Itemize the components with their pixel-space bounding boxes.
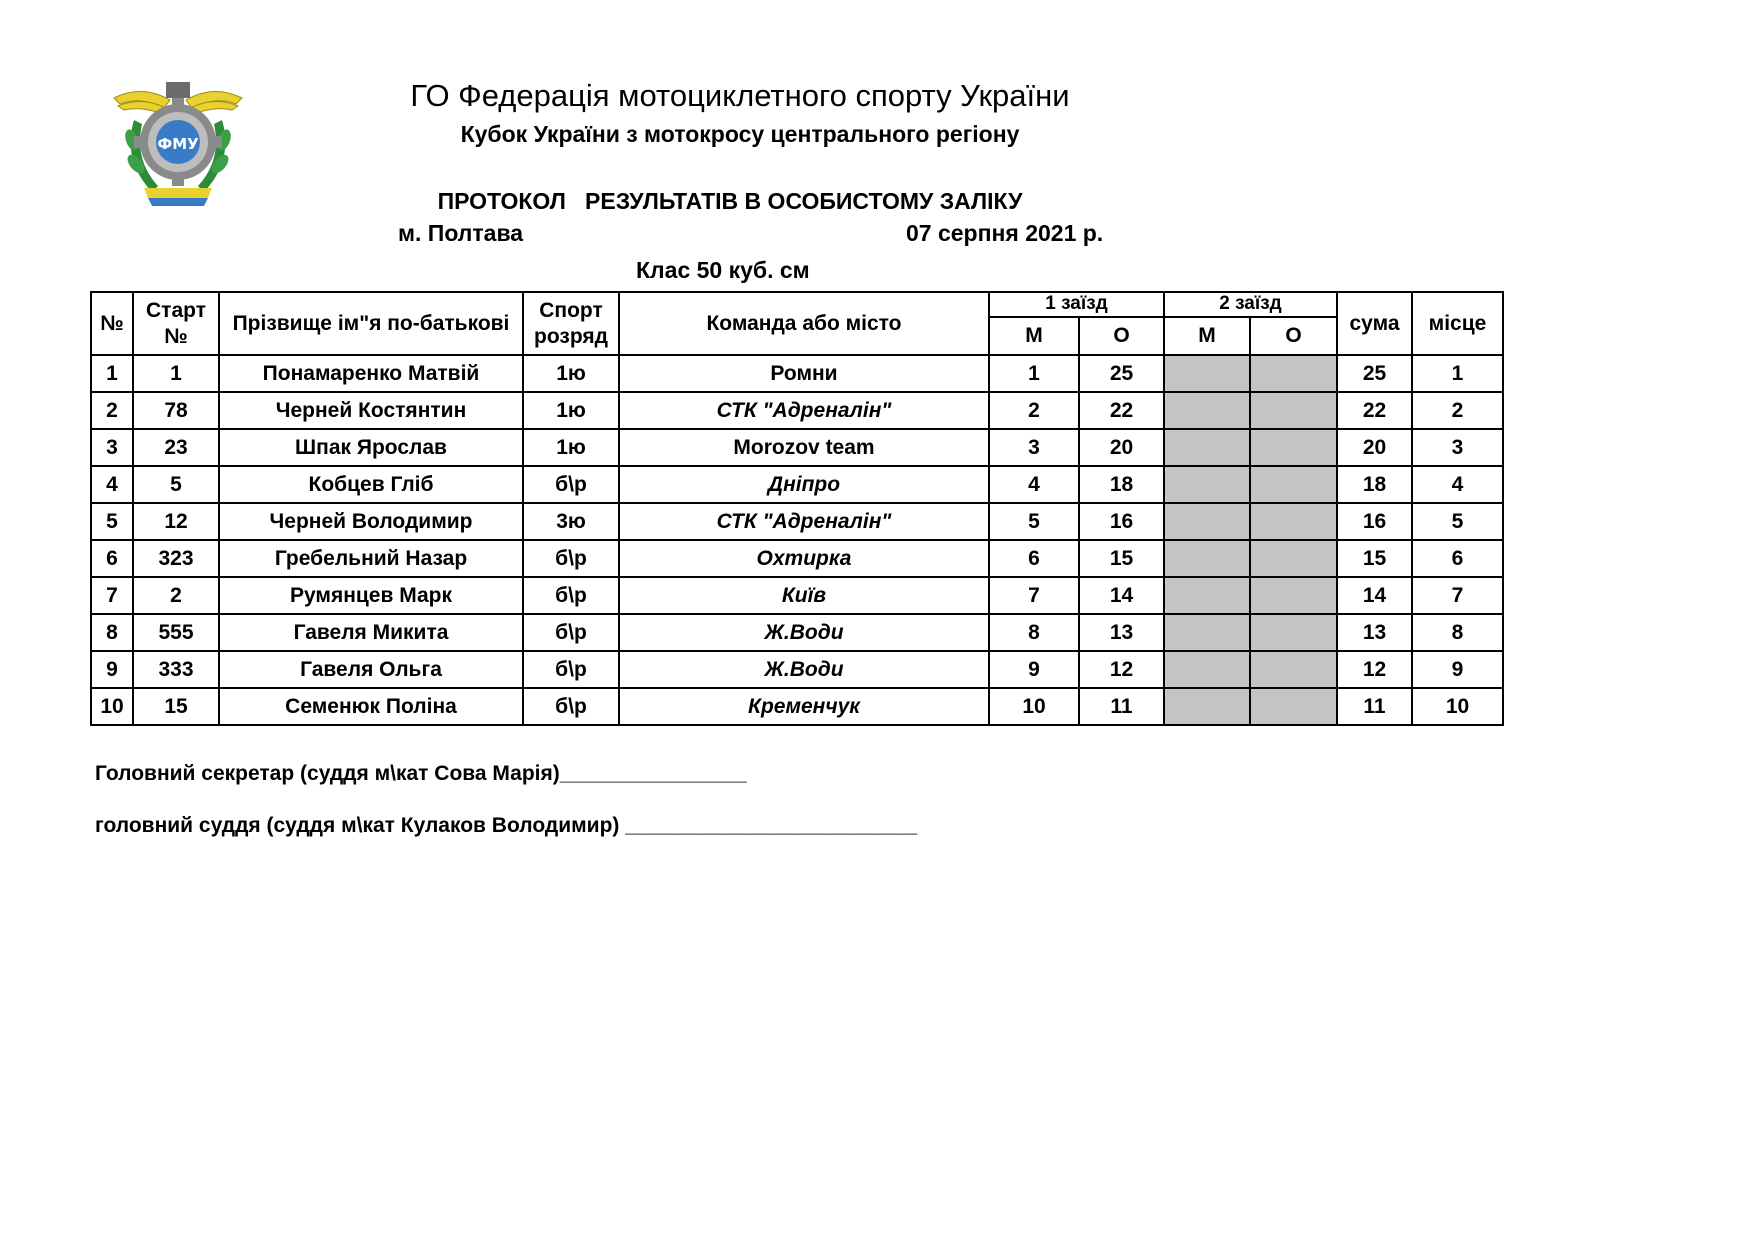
race2-points	[1250, 392, 1337, 429]
total-sum: 13	[1337, 614, 1412, 651]
svg-text:ФМУ: ФМУ	[157, 135, 199, 153]
race2-points	[1250, 429, 1337, 466]
start-number: 78	[133, 392, 219, 429]
team-city: Кременчук	[619, 688, 989, 725]
race2-place	[1164, 540, 1250, 577]
race1-place: 7	[989, 577, 1079, 614]
race1-place: 8	[989, 614, 1079, 651]
rider-name: Шпак Ярослав	[219, 429, 523, 466]
team-city: Ж.Води	[619, 651, 989, 688]
federation-logo	[112, 80, 244, 208]
total-sum: 16	[1337, 503, 1412, 540]
rider-name: Румянцев Марк	[219, 577, 523, 614]
race2-points	[1250, 577, 1337, 614]
race2-points	[1250, 355, 1337, 392]
race2-place	[1164, 466, 1250, 503]
race2-place	[1164, 614, 1250, 651]
sport-rank: б\р	[523, 688, 619, 725]
row-number: 10	[91, 688, 133, 725]
race2-points	[1250, 651, 1337, 688]
race1-place: 10	[989, 688, 1079, 725]
results-table	[90, 291, 1504, 726]
secretary-signature-line: Головний секретар (суддя м\кат Сова Марія)________________	[95, 762, 747, 785]
rider-name: Черней Костянтин	[219, 392, 523, 429]
header-sport-rank: Спорт розряд	[523, 292, 619, 355]
team-city: СТК "Адреналін"	[619, 503, 989, 540]
row-number: 5	[91, 503, 133, 540]
sport-rank: 1ю	[523, 355, 619, 392]
team-city: СТК "Адреналін"	[619, 392, 989, 429]
team-city: Київ	[619, 577, 989, 614]
total-sum: 22	[1337, 392, 1412, 429]
results-body	[91, 355, 1503, 725]
team-city: Ромни	[619, 355, 989, 392]
race1-place: 1	[989, 355, 1079, 392]
team-city: Охтирка	[619, 540, 989, 577]
race1-place: 4	[989, 466, 1079, 503]
event-date: 07 серпня 2021 р.	[906, 220, 1104, 246]
sport-rank: б\р	[523, 651, 619, 688]
total-sum: 18	[1337, 466, 1412, 503]
race1-place: 3	[989, 429, 1079, 466]
row-number: 4	[91, 466, 133, 503]
race2-points	[1250, 614, 1337, 651]
table-row	[91, 466, 1503, 503]
total-sum: 14	[1337, 577, 1412, 614]
rider-name: Гавеля Микита	[219, 614, 523, 651]
total-sum: 15	[1337, 540, 1412, 577]
race2-place	[1164, 503, 1250, 540]
total-sum: 25	[1337, 355, 1412, 392]
table-row	[91, 355, 1503, 392]
header-team: Команда або місто	[619, 292, 989, 355]
race2-place	[1164, 429, 1250, 466]
start-number: 12	[133, 503, 219, 540]
table-row	[91, 429, 1503, 466]
header-race1-m: М	[989, 317, 1079, 355]
start-number: 23	[133, 429, 219, 466]
race1-points: 20	[1079, 429, 1164, 466]
final-place: 9	[1412, 651, 1503, 688]
race1-place: 5	[989, 503, 1079, 540]
final-place: 7	[1412, 577, 1503, 614]
final-place: 5	[1412, 503, 1503, 540]
header-race2-m: М	[1164, 317, 1250, 355]
race-class: Клас 50 куб. см	[636, 257, 810, 283]
table-row	[91, 614, 1503, 651]
race2-points	[1250, 688, 1337, 725]
race2-points	[1250, 540, 1337, 577]
row-number: 9	[91, 651, 133, 688]
protocol-heading: ПРОТОКОЛ РЕЗУЛЬТАТІВ В ОСОБИСТОМУ ЗАЛІКУ	[437, 188, 1023, 214]
race1-place: 9	[989, 651, 1079, 688]
sport-rank: 1ю	[523, 392, 619, 429]
rider-name: Гавеля Ольга	[219, 651, 523, 688]
header-number: №	[91, 292, 133, 355]
team-city: Ж.Води	[619, 614, 989, 651]
sport-rank: 3ю	[523, 503, 619, 540]
start-number: 323	[133, 540, 219, 577]
table-row	[91, 688, 1503, 725]
row-number: 2	[91, 392, 133, 429]
table-row	[91, 651, 1503, 688]
federation-title: ГО Федерація мотоциклетного спорту України	[410, 78, 1070, 113]
total-sum: 12	[1337, 651, 1412, 688]
row-number: 8	[91, 614, 133, 651]
final-place: 6	[1412, 540, 1503, 577]
row-number: 3	[91, 429, 133, 466]
race1-points: 16	[1079, 503, 1164, 540]
header-race2-o: О	[1250, 317, 1337, 355]
table-row	[91, 392, 1503, 429]
table-row	[91, 540, 1503, 577]
race1-points: 15	[1079, 540, 1164, 577]
total-sum: 11	[1337, 688, 1412, 725]
sport-rank: б\р	[523, 614, 619, 651]
race2-points	[1250, 503, 1337, 540]
header-race1-o: О	[1079, 317, 1164, 355]
start-number: 15	[133, 688, 219, 725]
race1-points: 18	[1079, 466, 1164, 503]
rider-name: Кобцев Гліб	[219, 466, 523, 503]
row-number: 6	[91, 540, 133, 577]
sport-rank: б\р	[523, 466, 619, 503]
race1-place: 6	[989, 540, 1079, 577]
race1-points: 25	[1079, 355, 1164, 392]
rider-name: Понамаренко Матвій	[219, 355, 523, 392]
row-number: 7	[91, 577, 133, 614]
race1-points: 12	[1079, 651, 1164, 688]
header-place: місце	[1412, 292, 1503, 355]
race2-place	[1164, 651, 1250, 688]
start-number: 5	[133, 466, 219, 503]
race2-place	[1164, 355, 1250, 392]
final-place: 1	[1412, 355, 1503, 392]
final-place: 3	[1412, 429, 1503, 466]
race1-points: 22	[1079, 392, 1164, 429]
total-sum: 20	[1337, 429, 1412, 466]
race1-points: 14	[1079, 577, 1164, 614]
race2-points	[1250, 466, 1337, 503]
start-number: 333	[133, 651, 219, 688]
race2-place	[1164, 577, 1250, 614]
race2-place	[1164, 392, 1250, 429]
sport-rank: б\р	[523, 577, 619, 614]
team-city: Morozov team	[619, 429, 989, 466]
rider-name: Черней Володимир	[219, 503, 523, 540]
federation-emblem-icon	[112, 80, 244, 208]
race1-place: 2	[989, 392, 1079, 429]
race2-place	[1164, 688, 1250, 725]
race1-points: 11	[1079, 688, 1164, 725]
header-start-number: Старт №	[133, 292, 219, 355]
rider-name: Гребельний Назар	[219, 540, 523, 577]
sport-rank: б\р	[523, 540, 619, 577]
final-place: 8	[1412, 614, 1503, 651]
final-place: 10	[1412, 688, 1503, 725]
start-number: 2	[133, 577, 219, 614]
table-row	[91, 577, 1503, 614]
final-place: 4	[1412, 466, 1503, 503]
race1-points: 13	[1079, 614, 1164, 651]
start-number: 1	[133, 355, 219, 392]
team-city: Дніпро	[619, 466, 989, 503]
table-row	[91, 503, 1503, 540]
cup-subtitle: Кубок України з мотокросу центрального регіону	[460, 121, 1020, 147]
event-city: м. Полтава	[398, 220, 524, 246]
sport-rank: 1ю	[523, 429, 619, 466]
judge-signature-line: головний суддя (суддя м\кат Кулаков Володимир) _________________________	[95, 814, 918, 837]
rider-name: Семенюк Поліна	[219, 688, 523, 725]
table-header-row	[91, 292, 1503, 317]
header-race-1: 1 заїзд	[989, 292, 1164, 317]
row-number: 1	[91, 355, 133, 392]
header-sum: сума	[1337, 292, 1412, 355]
header-race-2: 2 заїзд	[1164, 292, 1337, 317]
header-name: Прізвище ім"я по-батькові	[219, 292, 523, 355]
final-place: 2	[1412, 392, 1503, 429]
start-number: 555	[133, 614, 219, 651]
